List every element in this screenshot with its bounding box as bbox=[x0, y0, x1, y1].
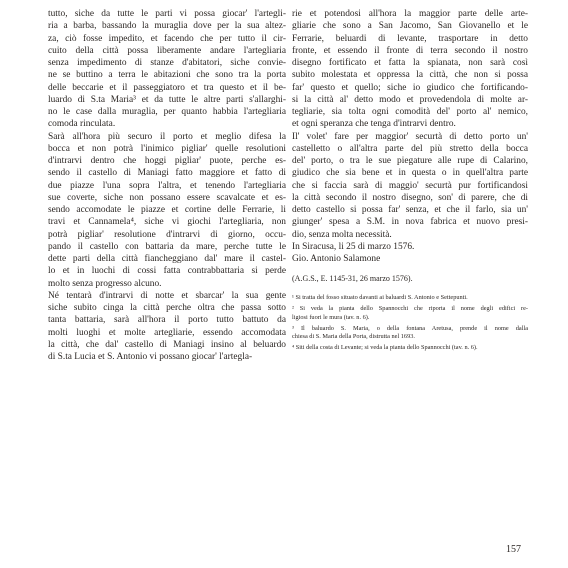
text-line: Il' volet' fare per maggior' securtà di detto porto un' bbox=[292, 131, 528, 142]
text-line: Gio. Antonio Salamone bbox=[292, 254, 381, 264]
right-body-text bbox=[292, 8, 528, 265]
text-line: pando il castello con battaria da mare, perche tutte le bbox=[48, 241, 286, 252]
text-line: ria a barba, bassando la muraglia dove per la sua altez- bbox=[48, 21, 286, 32]
paragraph bbox=[292, 253, 528, 265]
text-line: et ogni speranza che tenga d'intrarvi dentro. bbox=[292, 119, 456, 130]
left-text-column bbox=[48, 8, 286, 363]
text-line: di S.ta Lucia et S. Antonio vi possano giocar' l'artegla- bbox=[48, 352, 253, 362]
text-line: si la città al' detto modo et provedendola di molte ar- bbox=[292, 94, 528, 105]
text-line: del' porto, o tra le sue piegature alle rupe di Calarino, bbox=[292, 156, 528, 166]
text-line: rie et potendosi all'hora la maggior parte delle arte- bbox=[292, 9, 528, 19]
text-line: che si faccia sarà di maggio' securtà pur fortificandosi bbox=[292, 180, 528, 191]
text-line: dette parti della città fiancheggiano dal' mare il castel- bbox=[48, 254, 286, 264]
text-line: disegno fortificato et fatta la spianata, non sarà così bbox=[292, 58, 528, 68]
footnote bbox=[292, 344, 528, 352]
footnotes bbox=[292, 294, 528, 352]
text-line: subito molestata et oppressa la città, che non si possa bbox=[292, 70, 528, 81]
paragraph bbox=[48, 131, 286, 290]
text-line: tegliarie, sia tolta ogni comodità del' porto al' nemico, bbox=[292, 107, 528, 117]
footnote-line: ⁴ Siti della costa di Levante; si veda la pianta dello Spannocchi (tav. n. 6). bbox=[292, 344, 478, 352]
text-line: no le case dalla muraglia, per quanto habbia l'artegliaria bbox=[48, 107, 286, 117]
paragraph bbox=[292, 241, 528, 253]
text-line: tutto, siche da tutte le parti vi possa giocar' l'artegli- bbox=[48, 9, 286, 19]
text-line: dio, senza molta necessità. bbox=[292, 229, 392, 240]
archive-citation: (A.G.S., E. 1145-31, 26 marzo 1576). bbox=[292, 274, 413, 284]
footnote-line: chiesa di S. Maria della Porta, distrutta nel 1693. bbox=[292, 333, 415, 340]
text-line: fronte, et essendo il fronte di terra secondo il nostro bbox=[292, 45, 528, 56]
text-line: d'intrarvi dentro che hoggi pigliar' puote, perche es- bbox=[48, 156, 286, 166]
text-line: za, ciò fosse impedito, et facendo che per tutto il cir- bbox=[48, 33, 286, 44]
text-line: la città, che dal' castello di Maniagi insino al beluardo bbox=[48, 339, 286, 350]
right-text-column bbox=[292, 8, 528, 352]
paragraph bbox=[292, 8, 528, 131]
text-line: Né tentarà d'intrarvi di notte et sbarcar' la sua gente bbox=[48, 290, 286, 301]
paragraph bbox=[48, 8, 286, 131]
text-line: senza impedimento di stanze d'abitatori, siche convie- bbox=[48, 58, 286, 68]
text-line: Ferrarie, beluardi di levante, trasportare in detto bbox=[292, 33, 528, 44]
text-line: giunger' spesa a S.M. in nova fabrica et nuovo presi- bbox=[292, 217, 528, 228]
footnote bbox=[292, 305, 528, 321]
footnote bbox=[292, 325, 528, 341]
text-line: due piazze l'una sopra l'altra, et tenendo l'artegliaria bbox=[48, 180, 286, 191]
text-line: far' questo et quello; siche io giudico che fortificando- bbox=[292, 82, 528, 93]
text-line: potrà pigliar' resolutione d'intrarvi di giorno, occu- bbox=[48, 229, 286, 240]
footnote bbox=[292, 294, 528, 302]
text-line: Sarà all'hora più securo il porto et meglio difesa la bbox=[48, 131, 286, 142]
text-line: gliarie che sono a San Jacomo, San Giovanello et le bbox=[292, 21, 528, 32]
paragraph bbox=[48, 290, 286, 364]
text-line: sendo accomodate le piazze et cortine delle Ferrarie, li bbox=[48, 205, 286, 215]
text-line: cuito della città possa liberamente andare l'artegliaria bbox=[48, 45, 286, 56]
text-line: luardo di S.ta Maria³ et da tutte le altre parti s'allarghi- bbox=[48, 94, 286, 105]
text-line: ne se buttino a terra le abitazioni che sono tra la porta bbox=[48, 70, 286, 81]
text-line: lo et in luochi di cossi fatta contrabbattaria si perde bbox=[48, 266, 286, 277]
text-line: giudico che sia bene et in questa o in quell'altra parte bbox=[292, 168, 528, 179]
text-line: siche subito cinga la città perche oltra che passa sotto bbox=[48, 303, 286, 313]
text-line: bocca et non potrà l'inimico pigliar' quelle resolutioni bbox=[48, 143, 286, 154]
footnote-line: ligiosi fuori le mura (tav. n. 6). bbox=[292, 313, 370, 321]
text-line: In Siracusa, li 25 di marzo 1576. bbox=[292, 241, 415, 252]
page-number: 157 bbox=[506, 544, 521, 555]
text-line: sue coverte, siche non possano essere scavalcate et es- bbox=[48, 192, 286, 203]
text-line: molti luoghi et molte artegliarie, essendo accomodata bbox=[48, 327, 286, 338]
footnote-line: ³ Il baluardo S. Maria, o della fontana Aretusa, prende il nome dalla bbox=[292, 324, 528, 332]
text-line: delle beccarie et il passeggiatoro et tra questo et il be- bbox=[48, 82, 286, 93]
text-line: castelletto o all'altra parte del più stretto della bocca bbox=[292, 143, 528, 154]
paragraph bbox=[292, 131, 528, 241]
text-line: comoda rinculata. bbox=[48, 119, 116, 130]
text-line: la città secondo il nostro disegno, son' di parere, che di bbox=[292, 192, 528, 203]
footnote-line: ² Si veda la pianta dello Spannocchi che riporta il nome degli edifici re- bbox=[292, 305, 528, 313]
text-line: molto senza progresso alcuno. bbox=[48, 278, 162, 289]
text-line: travi et Cannamela⁴, siche vi giochi l'artegliaria, non bbox=[48, 217, 286, 228]
footnote-line: ¹ Si tratta del fosso situato davanti ai baluardi S. Antonio e Settepunti. bbox=[292, 294, 468, 302]
text-line: detto castello si possa far' senza, et che il farlo, sia un' bbox=[292, 205, 528, 215]
text-line: sendo il castello di Maniagi fatto maggiore et fatto di bbox=[48, 168, 286, 179]
text-line: tanta battaria, sarà all'hora il porto tutto battuto da bbox=[48, 315, 286, 326]
